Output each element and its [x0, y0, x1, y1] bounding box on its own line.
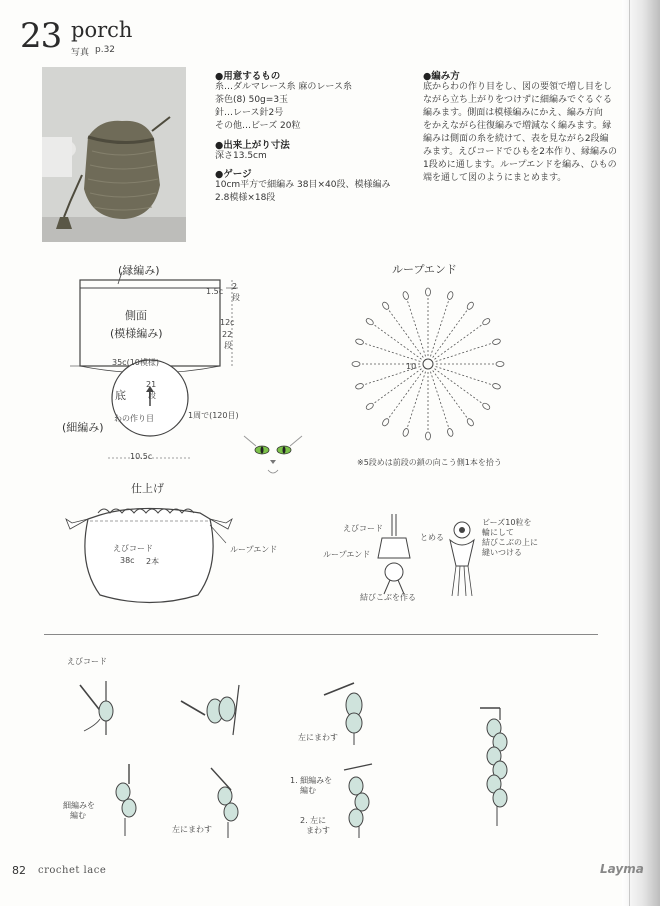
- side-rows-number: 22: [222, 330, 233, 339]
- method-line: 端を通して図のようにまとめます。: [423, 173, 567, 183]
- method-line: 編みは側面の糸を続けて、表を見ながら2段編: [423, 134, 609, 144]
- loop-picot: [492, 383, 501, 390]
- bottom-rows-number: 21: [146, 380, 157, 389]
- method-line: 底からわの作り目をし、図の要領で増し目をし: [423, 82, 613, 92]
- method-line: ながら立ち上がりをつけずに細編みでぐるぐる: [423, 95, 613, 105]
- materials-heading: ●用意するもの: [215, 71, 281, 82]
- materials-line: その他…ビーズ 20粒: [215, 121, 301, 131]
- step2-line-2: まわす: [306, 826, 330, 835]
- loop-picot: [355, 338, 364, 345]
- beads-line-4: 縫いつける: [482, 548, 522, 557]
- loop-picot: [402, 291, 409, 300]
- beads-line-1: ビーズ10粒を: [482, 518, 532, 527]
- photo-ref-label: 写真: [71, 48, 90, 58]
- step2-line-1: 2. 左に: [300, 816, 327, 825]
- beads-line-3: 結びこぶの上に: [482, 538, 538, 547]
- gauge-heading: ●ゲージ: [215, 169, 252, 180]
- scanner-signature: Layma: [600, 862, 644, 876]
- loop-picot: [426, 432, 431, 440]
- ebi-cord-title: えびコード: [67, 657, 107, 666]
- loop-chain-line: [433, 370, 467, 417]
- ebi-step-6: [330, 760, 390, 840]
- method-line: 編みます。側面は模様編みにかえ、編み方向: [423, 108, 603, 118]
- loop-chain-line: [389, 370, 423, 417]
- finishing-title: 仕上げ: [131, 482, 164, 495]
- loop-end-note: ※5段めは前段の鎖の向こう側1本を拾う: [357, 458, 502, 467]
- loop-picot: [482, 402, 491, 411]
- loop-chain-line: [430, 372, 448, 427]
- cord-label: えびコード: [113, 544, 153, 553]
- loop-chain-line: [375, 369, 422, 403]
- edge-height-label: 1.5c: [206, 287, 224, 296]
- method-line: みます。えびコードでひもを2本作り、縁編みの: [423, 147, 618, 157]
- pattern-name: porch: [71, 18, 133, 42]
- sc-label-line-1: 細編みを: [63, 801, 95, 810]
- knot-caption: 結びこぶを作る: [360, 593, 416, 602]
- gauge-line: 2.8模様×18段: [215, 193, 276, 203]
- ebi-step-2: [175, 675, 265, 745]
- loop-picot: [402, 428, 409, 437]
- tome-label: とめる: [420, 533, 444, 542]
- method-heading: ●編み方: [423, 71, 460, 82]
- loop-picot: [365, 402, 374, 411]
- loop-chain-line: [433, 311, 467, 358]
- product-photo: [42, 67, 186, 242]
- side-height-label: 12c: [220, 318, 235, 327]
- loop-picot: [496, 362, 504, 367]
- photo-ref-page: p.32: [95, 45, 116, 55]
- loop-chain-line: [436, 366, 491, 384]
- ebi-cord-finished: [460, 700, 530, 830]
- cord-count: 2本: [146, 557, 160, 566]
- knot-cord-label: えびコード: [343, 524, 383, 533]
- step1-line-2: 編む: [300, 786, 316, 795]
- loop-end-chart: [345, 275, 515, 445]
- beads-line-2: 輪にして: [482, 528, 514, 537]
- loop-chain-line: [375, 325, 422, 359]
- step1-line-1: 1. 細編みを: [290, 776, 333, 785]
- method-line: をかえながら往復編みで増減なく編みます。縁: [423, 121, 612, 131]
- loop-picot: [482, 317, 491, 326]
- edge-rows-number: 2: [232, 282, 238, 291]
- size-line: 深さ13.5cm: [215, 151, 267, 161]
- gauge-line: 10cm平方で細編み 38目×40段、模様編み: [215, 180, 391, 190]
- bottom-rows-unit: 段: [148, 391, 156, 400]
- finished-pouch-diagram: [60, 495, 240, 615]
- loop-picot: [381, 418, 390, 427]
- loop-end-center-label: 10: [406, 362, 417, 371]
- loop-chain-line: [430, 301, 448, 356]
- materials-line: 糸…ダルマレース糸 麻のレース糸: [215, 82, 352, 92]
- ring-label: わの作り目: [114, 414, 154, 423]
- section-divider: [44, 634, 598, 635]
- loop-picot: [466, 418, 475, 427]
- materials-line: 茶色(8) 50g=3玉: [215, 95, 289, 105]
- single-crochet-label: (細編み): [62, 421, 104, 434]
- side-rows-unit: 段: [224, 341, 232, 350]
- loop-picot: [492, 338, 501, 345]
- page-number: 82: [12, 864, 26, 877]
- loop-chain-line: [436, 344, 491, 362]
- pattern-number: 23: [20, 16, 62, 56]
- loop-chain-line: [365, 344, 420, 362]
- turn-left-label-1: 左にまわす: [298, 733, 338, 742]
- loop-chain-line: [408, 301, 426, 356]
- loop-picot: [355, 383, 364, 390]
- loop-picot: [381, 301, 390, 310]
- turn-left-label-2: 左にまわす: [172, 825, 212, 834]
- bottom-label: 底: [115, 389, 126, 402]
- size-heading: ●出来上がり寸法: [215, 140, 290, 151]
- loop-picot: [447, 428, 454, 437]
- cat-face-illustration: [238, 430, 308, 480]
- finishing-loop-end-label: ループエンド: [230, 545, 278, 554]
- width-label: 35c(10模様): [112, 358, 159, 367]
- edge-rows-unit: 段: [232, 293, 240, 302]
- sc-label-line-2: 編む: [70, 811, 86, 820]
- method-line: 1段めに通します。ループエンドを編み、ひもの: [423, 160, 617, 170]
- loop-chain-line: [434, 325, 481, 359]
- loop-picot: [466, 301, 475, 310]
- loop-picot: [426, 288, 431, 296]
- page-edge-line: [629, 0, 630, 906]
- edging-label: (縁編み): [118, 264, 160, 277]
- knot-loop-end-label: ループエンド: [323, 550, 371, 559]
- diameter-label: 10.5c: [130, 452, 153, 461]
- side-stitch-label: (模様編み): [110, 327, 163, 340]
- side-label: 側面: [125, 309, 147, 322]
- book-spine-shadow: [622, 0, 660, 906]
- loop-picot: [352, 362, 360, 367]
- loop-chain-line: [389, 311, 423, 358]
- ebi-step-4: [95, 760, 155, 840]
- loop-picot: [447, 291, 454, 300]
- loop-picot: [365, 317, 374, 326]
- loop-chain-line: [408, 372, 426, 427]
- materials-line: 針…レース針2号: [215, 108, 284, 118]
- drawstring-pouch-photo: [42, 67, 186, 242]
- cord-size: 38c: [120, 556, 135, 565]
- loop-chain-line: [434, 369, 481, 403]
- ebi-step-1: [70, 675, 150, 745]
- round-count-label: 1周で(120目): [188, 411, 239, 420]
- running-title: crochet lace: [38, 865, 107, 876]
- loop-end-title: ループエンド: [392, 263, 457, 276]
